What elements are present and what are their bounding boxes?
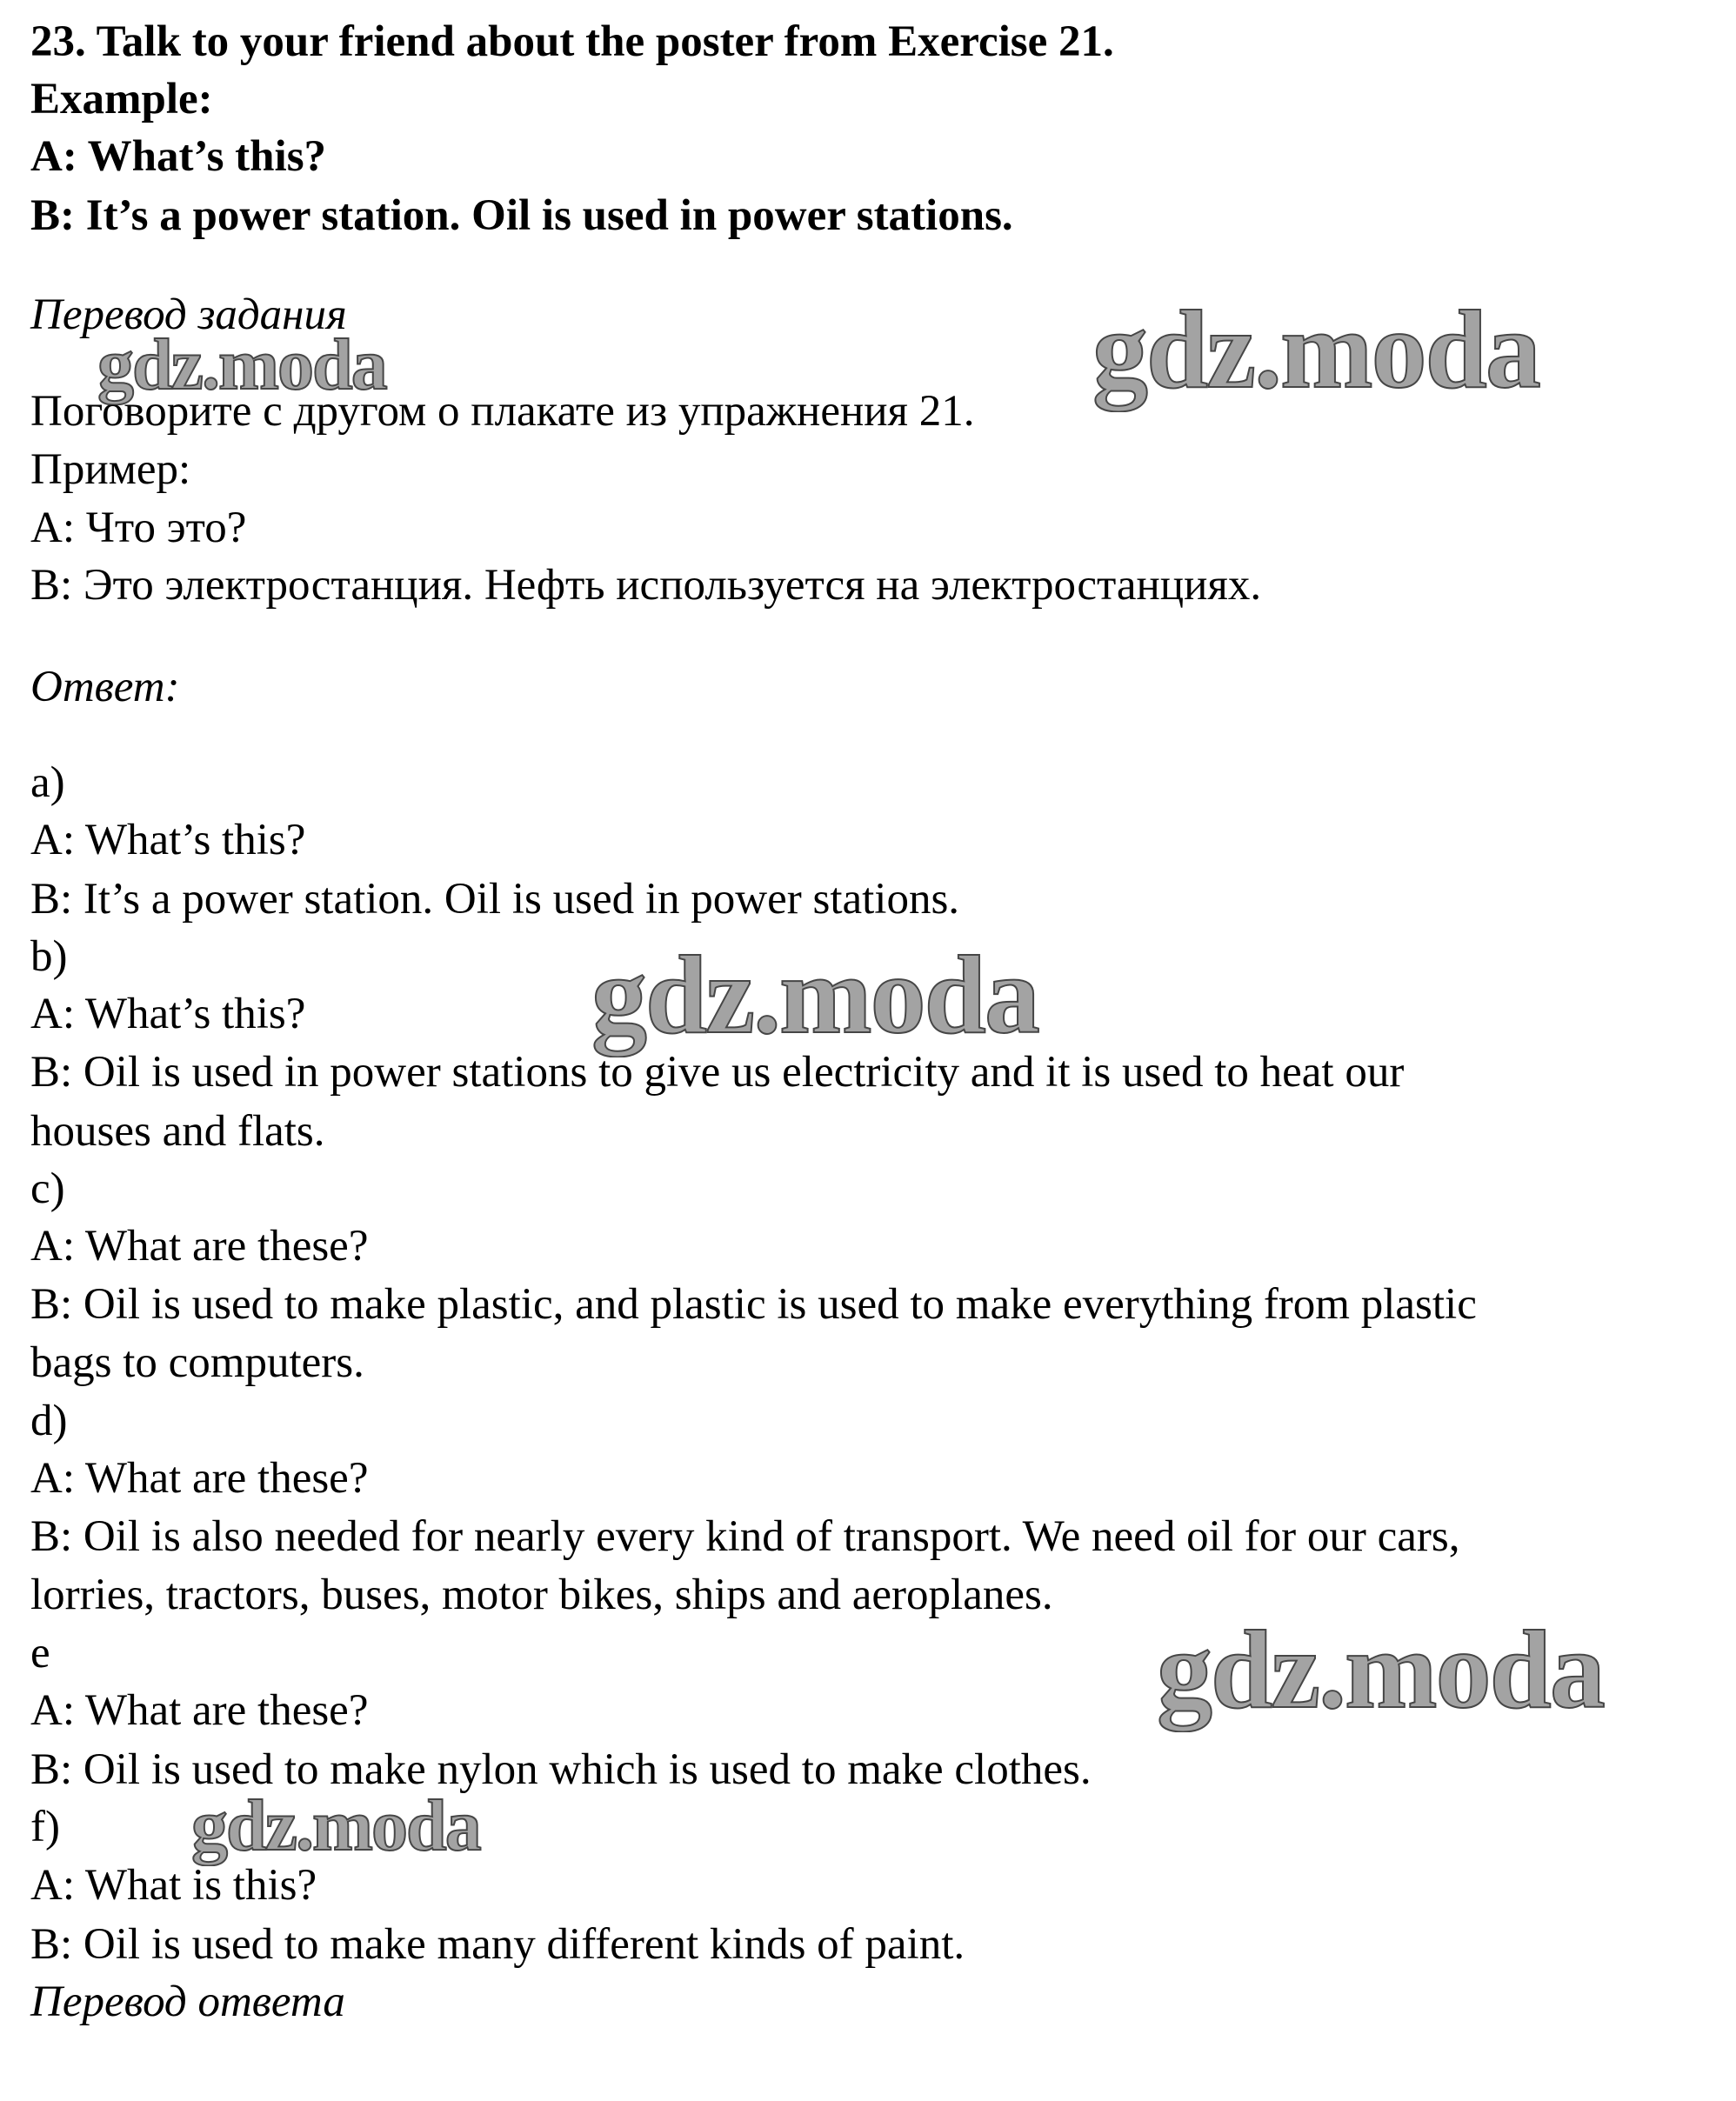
answer-line: A: What are these?: [30, 1454, 369, 1503]
translation-line: Поговорите с другом о плакате из упражнения 21.: [30, 387, 975, 436]
watermark: gdz.moda: [1092, 288, 1539, 411]
answer-line: e: [30, 1629, 50, 1677]
answer-line: A: What’s this?: [30, 990, 306, 1038]
answer-translation-heading: Перевод ответа: [30, 1978, 345, 2026]
answer-line: B: It’s a power station. Oil is used in power stations.: [30, 875, 960, 924]
translation-line: A: Что это?: [30, 504, 247, 552]
answer-line: A: What are these?: [30, 1686, 369, 1735]
watermark: gdz.moda: [191, 1785, 480, 1866]
answer-line: B: Oil is also needed for nearly every kind of transport. We need oil for our cars,: [30, 1512, 1460, 1561]
answer-line: houses and flats.: [30, 1107, 325, 1156]
answer-line: A: What is this?: [30, 1861, 317, 1910]
answer-line: A: What are these?: [30, 1222, 369, 1271]
answer-line: B: Oil is used to make many different kinds of paint.: [30, 1920, 965, 1969]
answer-line: bags to computers.: [30, 1338, 364, 1387]
answer-line: A: What’s this?: [30, 816, 306, 864]
answer-line: B: Oil is used in power stations to give us electricity and it is used to heat our: [30, 1048, 1405, 1097]
answer-line: a): [30, 758, 65, 807]
watermark: gdz.moda: [591, 933, 1038, 1057]
translation-heading: Перевод задания: [30, 290, 347, 339]
answer-line: lorries, tractors, buses, motor bikes, ships and aeroplanes.: [30, 1571, 1053, 1619]
answer-line: c): [30, 1164, 65, 1213]
translation-line: Пример:: [30, 445, 191, 494]
watermark: gdz.moda: [1157, 1608, 1604, 1731]
answer-line: b): [30, 932, 68, 981]
watermark: gdz.moda: [97, 324, 386, 405]
task-title: 23. Talk to your friend about the poster from Exercise 21.: [30, 17, 1114, 66]
example-label: Example:: [30, 75, 213, 123]
example-a: A: What’s this?: [30, 132, 327, 181]
answer-line: f): [30, 1803, 60, 1851]
example-b: B: It’s a power station. Oil is used in power stations.: [30, 191, 1013, 240]
translation-line: B: Это электростанция. Нефть используется на электростанциях.: [30, 561, 1262, 610]
answer-line: B: Oil is used to make nylon which is used to make clothes.: [30, 1745, 1092, 1794]
answer-line: B: Oil is used to make plastic, and plastic is used to make everything from plastic: [30, 1280, 1477, 1329]
answer-heading: Ответ:: [30, 663, 180, 711]
answer-line: d): [30, 1397, 68, 1445]
